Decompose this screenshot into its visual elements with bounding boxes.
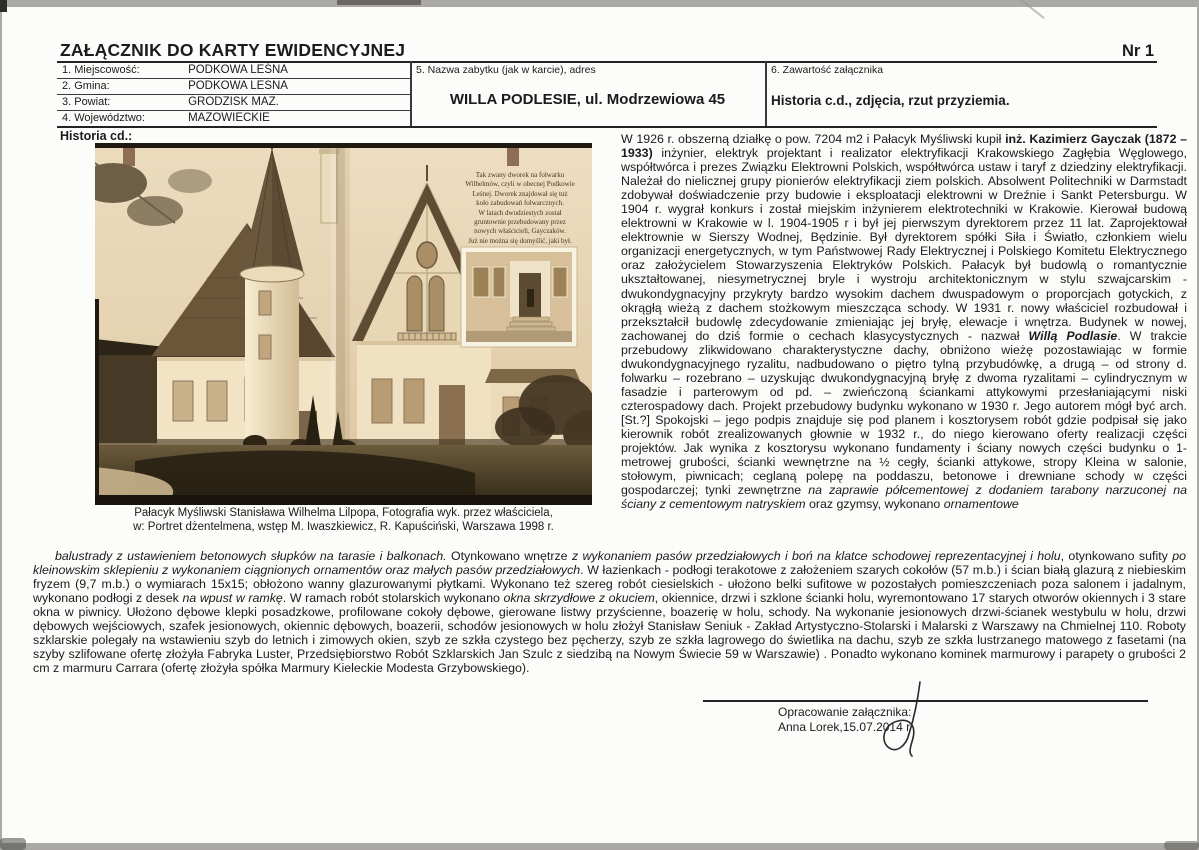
book-caption-text	[455, 171, 585, 246]
book-caption-line: koło zabudowań folwarcznych.	[476, 199, 564, 208]
book-caption-line: gruntownie przebudowany przez	[474, 218, 566, 227]
row-value: PODKOWA LEŚNA	[188, 64, 288, 76]
prepared-by-label: Opracowanie załącznika:	[778, 705, 912, 719]
row-divider-3	[57, 110, 410, 111]
monument-name: WILLA PODLESIE, ul. Modrzewiowa 45	[449, 91, 726, 108]
contents-value: Historia c.d., zdjęcia, rzut przyziemia.	[771, 93, 1010, 108]
table-vdivider-2	[765, 61, 767, 126]
row-divider-2	[57, 94, 410, 95]
book-caption-line: Leśnej. Dworek znajdował się tuż	[472, 189, 568, 198]
page-title: ZAŁĄCZNIK DO KARTY EWIDENCYJNEJ	[60, 40, 406, 60]
contents-header: 6. Zawartość załącznika	[771, 64, 884, 76]
row-label: 4. Województwo:	[62, 112, 145, 124]
history-fullwidth-text: balustrady z ustawieniem betonowych słupków na tarasie i balkonach. Otynkowano wnętrze z wykonaniem pasów przedziałowych i boń na klatce schodowej reprezentacyjnej i holu, otynkowano sufity po kleinowskim sklepieniu z wykonaniem ciągnionych ornamentów oraz małych pasów przedziałowych. W łazienkach - podłogi terakotowe z założeniem szarych cokołów (57 m.b.) i ścian białą glazurą z niebieskim fryzem (9,7 m.b.) o wymiarach 15x15; obłożono wanny glazurowanymi płytkami. Wykonano też szereg robót ciesielskich - ułożono belki sufitowe w pozostałych pomieszczeniach poza salonem i jadalnym, wykonano podłogi z desek na wpust w ramkę. W ramach robót stolarskich wykonano okna skrzydłowe z okuciem, okiennice, drzwi i szklone ścianki holu, wyremontowano 17 starych otworów okiennych i 3 stare okna w piwnicy. Ułożono dębowe klepki posadzkowe, profilowane cokoły dębowe, gierowane listwy przyścienne, boazerię w holu, schody. Na wykonanie jesionowych drzwi-ścianek westybulu w holu, drzwi dębowych wejściowych, szafek jesionowych, okiennic dębowych, boazerii, schodów jesionowych w holu złożył Stanisław Seniuk - Zakład Artystyczno-Stolarski i Malarski z Warszawy na Chmielnej 110. Roboty szklarskie polegały na wstawieniu szyb do letnich i zimowych okien, szyb ze szkła czystego bez pęcherzy, szyb ze szkła lagrowego do świetlika na dachu, szyb ze szkła lustrzanego matowego z fasetami (na szyby szlifowane ofertę złożyła Fabryka Luster, Przedsiębiorstwo Robót Szklarskich Jan Szulc z siedzibą na Nowym Świecie 59 w Warszawie) . Ponadto wykonano kominek marmurowy i parapety o grubości 2 cm z marmuru Carrara (ofertę złożyła spółka Marmury Kieleckie Modesta Grzybowskiego).	[33, 549, 1186, 676]
table-bottom-rule	[57, 126, 1157, 128]
scan-artifact-bottom-left	[0, 838, 26, 850]
table-row	[62, 80, 288, 92]
monument-header: 5. Nazwa zabytku (jak w karcie), adres	[416, 64, 596, 76]
inset-entrance-photo	[461, 247, 577, 347]
scan-artifact-top-sliver	[337, 0, 421, 5]
row-label: 1. Miejscowość:	[62, 64, 140, 76]
row-value: PODKOWA LESNA	[188, 80, 288, 92]
row-value: MAZOWIECKIE	[188, 112, 270, 124]
row-divider-1	[57, 78, 410, 79]
handwritten-signature	[868, 676, 958, 761]
prepared-by-name: Anna Lorek,15.07.2014 r	[778, 720, 911, 734]
history-section-label: Historia cd.:	[60, 129, 133, 143]
title-rule	[57, 61, 1157, 63]
book-caption-line: W latach dwudziestych został	[478, 208, 562, 217]
photo-caption	[95, 507, 592, 534]
row-label: 2. Gmina:	[62, 80, 110, 92]
table-row	[62, 64, 288, 76]
book-caption-line: nowych właścicieli, Gayczaków.	[474, 227, 566, 236]
history-column-text: W 1926 r. obszerną działkę o pow. 7204 m2 i Pałacyk Myśliwski kupił inż. Kazimierz Gayczak (1872 – 1933) inżynier, elektryk projektant i realizator elektryfikacji Krakowskiego Zagłębia Węglowego, współtwórca i prezes Związku Elektrowni Polskich, współtwórca ustaw i taryf z dziedziny elektryfikacji. Należał do nielicznej grupy pionierów elektryfikacji ziem polskich. Absolwent Politechniki w Darmstadt zdobywał doświadczenie przy budowie i eksploatacji elektrowni w Dreźnie i Sankt Petersburgu. W 1904 r. wygrał konkurs i został miejskim inżynierem elektrotechniki w Krakowie. Kierował budową elektrowni w Krakowie w l. 1904-1905 r i był jej pierwszym dyrektorem przez 11 lat. Zaprojektował elektrownie w Sierszy Wodnej, Będzinie. Był dyrektorem spółki Siła i Światło, członkiem wielu organizacji energetycznych, w tym Państwowej Rady Elektrycznej i Polskiego Komitetu Elektrycznego oraz założycielem Stowarzyszenia Elektryków Polskich. Pałacyk był budowlą o romantycznie ukształtowanej, niesymetrycznej bryle i wystroju architektonicznym w stylu szwajcarskim - dwukondygnacyjny przykryty bardzo wysokim dachem dwuspadowym o proporcjach gotyckich, z okrągłą wieżą z dachem stożkowym mieszcząca schody. W 1931 r. nowy właściciel rozbudował i przekształcił budowlę zdecydowanie zmieniając jej bryłę, elewacje i wnętrza. Budynek w nowej, zachowanej do dziś formie o cechach klasycystycznych - nazwał Willą Podlasie. W trakcie przebudowy zlikwidowano charakterystyczne dachy, obniżono wieżę pozostawiając w formie dwukondygnacyjnego ryzalitu, nadbudowano o piętro tylną przybudówkę, a drugą – od strony d. folwarku – rozebrano – uzyskując dwukondygnacyjną bryłę z dwoma ryzalitami – cylindrycznym w fasadzie i parterowym od pd. – zwieńczoną ściankami attykowymi przesłaniającymi niski czterospadowy dach. Projekt przebudowy budynku wykonano w 1930 r. Jego autorem mógł być arch. [St.?] Spokojski – jego podpis znajduje się pod planem i kosztorysem robót gdzie podpisał się jako kierownik robót zrealizowanych głownie w 1932 r., do niego kierowano oferty realizacji części projektów. Jak wynika z kosztorysu wykonano fundamenty i ściany nowych części budynku o 1-metrowej grubości, ścianki wewnętrzne na ½ cegły, ścianki attykowe, stropy Kleina w salonie, stołowym, piwnicach; ceglaną polepę na poddaszu, betonowe i drewniane schody w części gospodarczej; tynki zewnętrzne na zaprawie półcementowej z dodaniem tarabony narzuconej na ściany z cementowym natryskiem oraz gzymsy, wykonano ornamentowe	[621, 132, 1187, 512]
scan-artifact-bottom-right	[1164, 841, 1199, 850]
book-caption-line: Wilhelmów, czyli w obecnej Podkowie	[465, 180, 575, 189]
photo-caption-line1: Pałacyk Myśliwski Stanisława Wilhelma Lilpopa, Fotografia wyk. przez właściciela,	[134, 507, 553, 519]
attachment-number: Nr 1	[1122, 42, 1155, 60]
row-label: 3. Powiat:	[62, 96, 111, 108]
table-row	[62, 96, 279, 108]
photo-caption-line2: w: Portret dżentelmena, wstęp M. Iwaszkiewicz, R. Kapuściński, Warszawa 1998 r.	[133, 520, 554, 533]
table-row	[62, 112, 270, 124]
scan-artifact-corner	[0, 0, 7, 12]
villa-photo	[95, 143, 592, 505]
row-value: GRODZISK MAZ.	[188, 96, 279, 108]
book-caption-line: Już nie można się domyślić, jaki był.	[468, 236, 572, 245]
book-caption-line: Tak zwany dworek na folwarku	[475, 171, 565, 179]
